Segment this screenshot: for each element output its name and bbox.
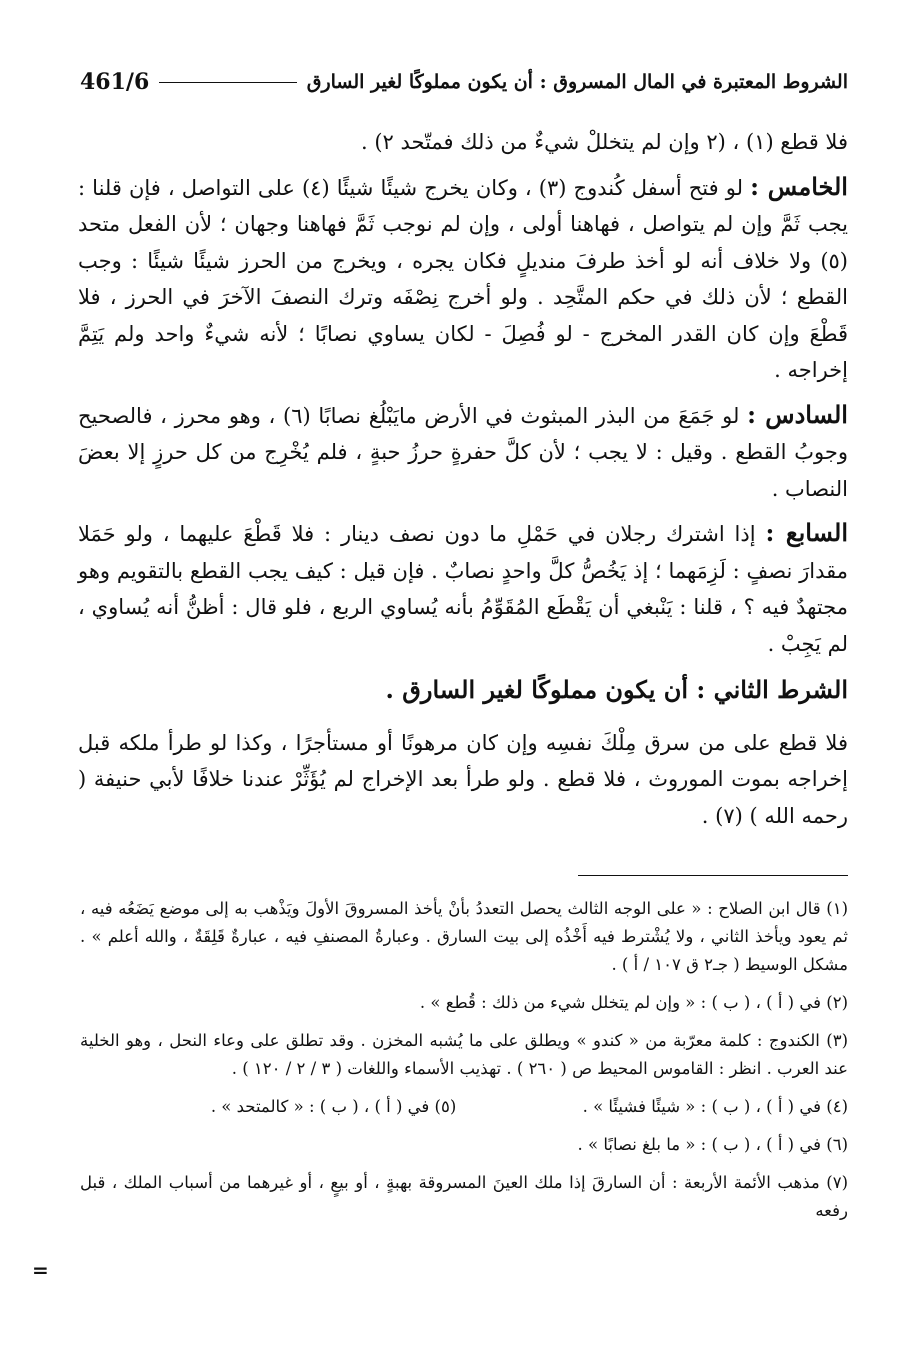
continuation-mark: =: [32, 1258, 49, 1282]
paragraph: فلا قطع (١) ، (٢ وإن لم يتخللْ شيءٌ من ذلك فمتّحد ٢) .: [361, 130, 848, 154]
paragraph-text: لو جَمَعَ من البذر المبثوث في الأرض مايَبْلُغ نصابًا (٦) ، وهو محرز ، فالصحيح وجوبُ القطع . وقيل : لا يجب ؛ لأن كلَّ حفرةٍ حرزُ حبةٍ ، فلم يُخْرِج من كل حرزٍ إلا بعضَ النصاب .: [78, 403, 848, 501]
paragraph-text: إذا اشترك رجلان في حَمْلِ ما دون نصف دينار : فلا قَطْعَ عليهما ، ولو حَمَلا مقدارَ نصفٍ : لَزِمَهما ؛ إذ يَخُصُّ كلَّ واحدٍ نصابٌ . فإن قيل : كيف يجب القطع بالتقويم وهو مجتهدٌ فيه ؟ ، قلنا : يَنْبغي أن يَقْطَع المُقَوِّمُ بأنه يُساوي الربع ، فلو قال : أظنُّ أنه يُساوي ، لم يَجِبْ .: [78, 522, 848, 656]
paragraph: فلا قطع على من سرق مِلْكَ نفسِه وإن كان مرهونًا أو مستأجرًا ، وكذا لو طرأ ملكه قبل إخراجه بموت الموروث ، فلا قطع . ولو طرأ بعد الإخراج لم يُؤَثِّرْ عندنا خلافًا لأبي حنيفة ( رحمه الله ) (٧) .: [78, 730, 848, 828]
footnotes: [80, 895, 848, 1235]
paragraph-lead: السابع :: [765, 518, 848, 547]
header-rule: [159, 82, 296, 83]
paragraph-lead: الخامس :: [750, 171, 848, 201]
main-text: [78, 124, 848, 842]
page-header: [80, 62, 848, 102]
footnote-6: (٦) في ( أ ) ، ( ب ) : « ما بلغ نصابًا » .: [577, 1135, 848, 1154]
paragraph-sixth: [78, 397, 848, 508]
footnote-divider: [578, 875, 848, 876]
footnote-1: (١) قال ابن الصلاح : « على الوجه الثالث يحصل التعددُ بأنْ يأخذ المسروقَ الأولَ ويَذْهب به إلى موضع يَضَعُه فيه ، ثم يعود ويأخذ الثاني ، ولا يُشْترط فيه أَخْذُه إلى بيت السارق . وعبارةُ المصنفِ فيه ، عبارةٌ قَلِقَةٌ ، والله أعلم » . مشكل الوسيط ( جـ٢ ق ١٠٧ / أ ) .: [80, 899, 848, 974]
paragraph-fifth: [78, 169, 848, 389]
section-heading: الشرط الثاني : أن يكون مملوكًا لغير السارق .: [385, 675, 848, 704]
paragraph-text: لو فتح أسفل كُندوج (٣) ، وكان يخرج شيئًا شيئًا (٤) على التواصل ، فإن قلنا : يجب ثَمَّ وإن لم يتواصل ، فهاهنا أولى ، وإن لم نوجب ثَمَّ فهاهنا وجهان ؛ لأن الفعل متحد (٥) ولا خلاف أنه لو أخذ طرفَ منديلٍ فكان يجره ، ويخرج من الحرز شيئًا شيئًا : وجب القطع ؛ لأن ذلك في حكم المتَّحِد . ولو أخرج نِصْفَه وترك النصفَ الآخرَ في الحرز ، فلا قَطْعَ وإن كان القدر المخرج - لو فُصِلَ - لكان يساوي نصابًا ؛ لأنه شيءٌ واحد ولم يَتِمَّ إخراجه .: [78, 175, 848, 382]
footnote-3: (٣) الكندوج : كلمة معرّبة من « كندو » ويطلق على ما يُشبه المخزن . وقد تطلق على وعاء النحل ، وهو الخلية عند العرب . انظر : القاموس المحيط ص ( ٢٦٠ ) . تهذيب الأسماء واللغات ( ٣ / ٢ / ١٢٠ ) .: [80, 1031, 848, 1078]
footnote-row: [80, 1093, 848, 1121]
footnote-4: (٤) في ( أ ) ، ( ب ) : « شيئًا فشيئًا » .: [582, 1097, 848, 1116]
footnote-7: (٧) مذهب الأئمة الأربعة : أن السارقَ إذا ملك العينَ المسروقة بهبةٍ ، أو بيعٍ ، أو غيرهما من أسباب الملك ، قبل رفعه: [80, 1173, 848, 1220]
paragraph-seventh: [78, 515, 848, 662]
page-number: 461/6: [80, 69, 150, 95]
footnote-5: (٥) في ( أ ) ، ( ب ) : « كالمتحد » .: [210, 1097, 457, 1116]
footnote-2: (٢) في ( أ ) ، ( ب ) : « وإن لم يتخلل شيء من ذلك : قُطع » .: [419, 993, 848, 1012]
paragraph-lead: السادس :: [747, 399, 848, 429]
running-title: الشروط المعتبرة في المال المسروق : أن يكون مملوكًا لغير السارق: [306, 71, 848, 93]
